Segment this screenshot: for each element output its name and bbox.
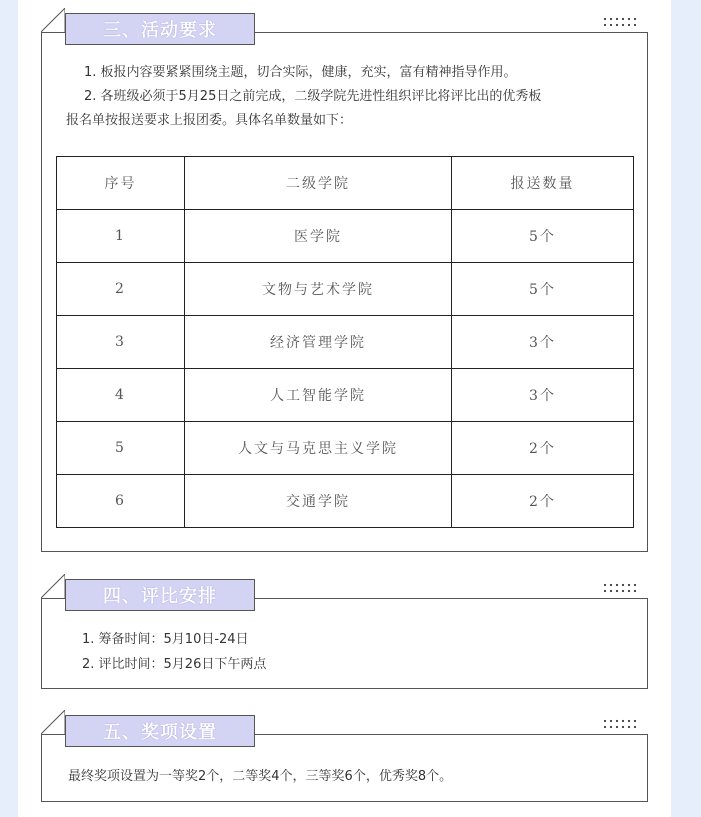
table-cell: 经济管理学院 [185, 316, 452, 369]
table-cell: 2个 [452, 475, 634, 528]
table-cell: 5个 [452, 210, 634, 263]
table-cell: 2 [57, 263, 185, 316]
corner-fold-icon [41, 710, 65, 734]
award-text: 最终奖项设置为一等奖2个，二等奖4个，三等奖6个，优秀奖8个。 [68, 769, 453, 784]
table-header-cell: 报送数量 [452, 157, 634, 210]
requirement-line: 报名单按报送要求上报团委。具体名单数量如下： [66, 113, 353, 128]
decorative-dots-icon [602, 582, 640, 594]
table-cell: 人工智能学院 [185, 369, 452, 422]
decorative-dots-icon [602, 718, 640, 730]
table-cell: 4 [57, 369, 185, 422]
table-cell: 2个 [452, 422, 634, 475]
table-row [57, 475, 634, 528]
table-header-cell: 二级学院 [185, 157, 452, 210]
table-header-row [57, 157, 634, 210]
section-heading: 三、活动要求 [65, 13, 255, 45]
table-row [57, 210, 634, 263]
table-cell: 3个 [452, 369, 634, 422]
corner-fold-icon [41, 574, 65, 598]
table-cell: 3 [57, 316, 185, 369]
table-cell: 人文与马克思主义学院 [185, 422, 452, 475]
corner-fold-icon [41, 8, 65, 32]
section-heading: 五、奖项设置 [65, 715, 255, 747]
table-cell: 交通学院 [185, 475, 452, 528]
requirement-line: 1. 板报内容要紧紧围绕主题，切合实际，健康，充实，富有精神指导作用。 [84, 65, 517, 80]
table-cell: 文物与艺术学院 [185, 263, 452, 316]
table-row [57, 422, 634, 475]
schedule-item: 2. 评比时间：5月26日下午两点 [82, 657, 267, 672]
table-cell: 3个 [452, 316, 634, 369]
table-cell: 6 [57, 475, 185, 528]
table-cell: 1 [57, 210, 185, 263]
table-cell: 医学院 [185, 210, 452, 263]
schedule-item: 1. 筹备时间：5月10日-24日 [82, 632, 249, 647]
section-heading: 四、评比安排 [65, 579, 255, 611]
table-cell: 5个 [452, 263, 634, 316]
table-row [57, 263, 634, 316]
table-header-cell: 序号 [57, 157, 185, 210]
quota-table [56, 156, 634, 528]
table-row [57, 369, 634, 422]
requirement-line: 2. 各班级必须于5月25日之前完成，二级学院先进性组织评比将评比出的优秀板 [84, 89, 542, 104]
decorative-dots-icon [602, 16, 640, 28]
table-row [57, 316, 634, 369]
table-cell: 5 [57, 422, 185, 475]
